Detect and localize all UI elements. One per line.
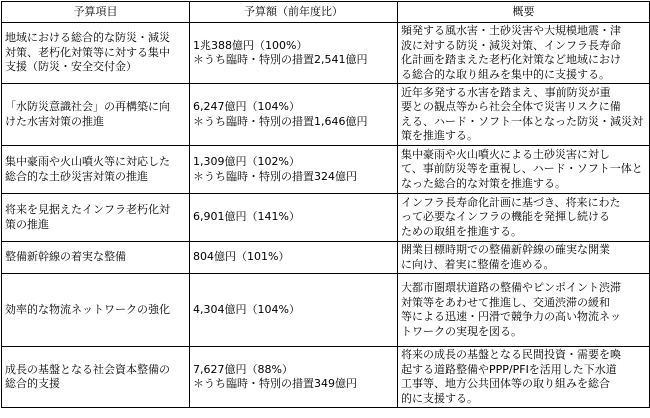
description-line: ための取組を推進する。 — [401, 224, 522, 238]
description-line: 策を推進する。 — [401, 129, 478, 142]
description-line: 将来の成長の基盤となる民間投資・需要を喚 — [401, 348, 621, 361]
description-line: 開業目標時期での整備新幹線の確実な開業 — [401, 243, 610, 256]
budget-item-line: 地域における総合的な防災・減災 — [5, 31, 170, 45]
description-line: 起する道路整備やPPP/PFIを活用した下水道 — [401, 362, 617, 376]
description-line: 集中豪雨や火山噴火による土砂災害に対し — [401, 147, 610, 161]
description-line: 対策等をあわせて推進し、交通渋滞の緩和 — [401, 295, 610, 309]
budget-item-line: 集中豪雨や火山噴火等に対応した — [5, 155, 170, 168]
budget-amount — [190, 146, 398, 194]
special-measure-note: ＊うち臨時・特別の措置1,646億円 — [193, 114, 368, 128]
description-line: に向け、着実に整備を進める。 — [401, 257, 555, 271]
budget-item — [2, 242, 190, 274]
description-line: 頻発する風水害・土砂災害や大規模地震・津 — [401, 24, 621, 37]
description-line: る総合的な取り組みを集中的に支援する。 — [401, 67, 610, 81]
budget-item-line: 総合的支援 — [5, 377, 60, 390]
table-row — [2, 194, 650, 242]
header-item: 予算項目 — [2, 2, 190, 23]
budget-amount — [190, 84, 398, 146]
budget-item-line: 整備新幹線の着実な整備 — [5, 250, 126, 264]
budget-item — [2, 274, 190, 347]
description-line: 波に対する防災・減災対策、インフラ長寿命 — [401, 38, 621, 52]
description-line: 大都市圏環状道路の整備やピンポイント渋滞 — [401, 281, 621, 294]
budget-item — [2, 194, 190, 242]
description-line: 化計画を踏まえた老朽化対策など地域におけ — [401, 53, 621, 66]
budget-item-line: けた水害対策の推進 — [5, 114, 104, 128]
amount-value: 6,247億円（104%） — [193, 100, 300, 113]
description-line: って必要なインフラの機能を発揮し続ける — [401, 210, 610, 224]
amount-value: 7,627億円（88%） — [193, 362, 293, 376]
budget-description — [398, 23, 650, 84]
budget-amount — [190, 242, 398, 274]
description-line: 等による迅速・円滑で競争力の高い物流ネッ — [401, 310, 621, 323]
amount-value: 804億円（101%） — [193, 250, 290, 264]
budget-item-line: 成長の基盤となる社会資本整備の — [5, 362, 170, 376]
budget-description — [398, 347, 650, 408]
amount-value: 1兆388億円（100%） — [193, 38, 308, 52]
amount-value: 1,309億円（102%） — [193, 155, 300, 168]
header-row — [2, 2, 650, 23]
header-amount: 予算額（前年度比） — [190, 2, 398, 23]
budget-item-line: 効率的な物流ネットワークの強化 — [5, 302, 170, 316]
description-line: 近年多発する水害を踏まえ、事前防災が重 — [401, 85, 611, 99]
table-row — [2, 347, 650, 408]
header-desc: 概要 — [398, 2, 650, 23]
description-line: て、事前防災等を重視し、ハード・ソフト一体と — [401, 162, 643, 176]
budget-description — [398, 146, 650, 194]
description-line: インフラ長寿命化計画に基づき、将来にわた — [401, 195, 621, 209]
budget-description — [398, 242, 650, 274]
budget-description — [398, 84, 650, 146]
table-row — [2, 146, 650, 194]
amount-value: 6,901億円（141%） — [193, 210, 300, 224]
budget-item-line: 将来を見据えたインフラ老朽化対 — [5, 203, 170, 216]
budget-item — [2, 146, 190, 194]
special-measure-note: ＊うち臨時・特別の措置324億円 — [193, 169, 357, 183]
amount-value: 4,304億円（104%） — [193, 302, 300, 316]
description-line: える、ハード・ソフト一体となった防災・減災対 — [401, 114, 643, 128]
budget-amount — [190, 23, 398, 84]
table-row — [2, 274, 650, 347]
special-measure-note: ＊うち臨時・特別の措置349億円 — [193, 377, 357, 390]
budget-amount — [190, 194, 398, 242]
budget-description — [398, 274, 650, 347]
budget-item-line: 対策、老朽化対策等に対する集中 — [5, 45, 170, 59]
special-measure-note: ＊うち臨時・特別の措置2,541億円 — [193, 53, 368, 66]
budget-item-line: 支援（防災・安全交付金） — [5, 60, 137, 74]
budget-item — [2, 347, 190, 408]
description-line: 的に支援する。 — [401, 391, 478, 405]
description-line: 工事等、地方公共団体等の取り組みを総合 — [401, 377, 610, 390]
budget-table — [1, 1, 650, 408]
description-line: なった総合的な対策を推進する。 — [401, 176, 566, 190]
budget-item-line: 策の推進 — [5, 217, 49, 231]
description-line: トワークの実現を図る。 — [401, 324, 522, 338]
description-line: 要との観点等から社会全体で災害リスクに備 — [401, 100, 621, 113]
table-row — [2, 242, 650, 274]
table-row — [2, 84, 650, 146]
budget-amount — [190, 274, 398, 347]
budget-item — [2, 23, 190, 84]
budget-item — [2, 84, 190, 146]
budget-description — [398, 194, 650, 242]
budget-amount — [190, 347, 398, 408]
budget-item-line: 総合的な土砂災害対策の推進 — [5, 169, 148, 183]
table-row — [2, 23, 650, 84]
budget-item-line: 「水防災意識社会」の再構築に向 — [5, 100, 170, 113]
